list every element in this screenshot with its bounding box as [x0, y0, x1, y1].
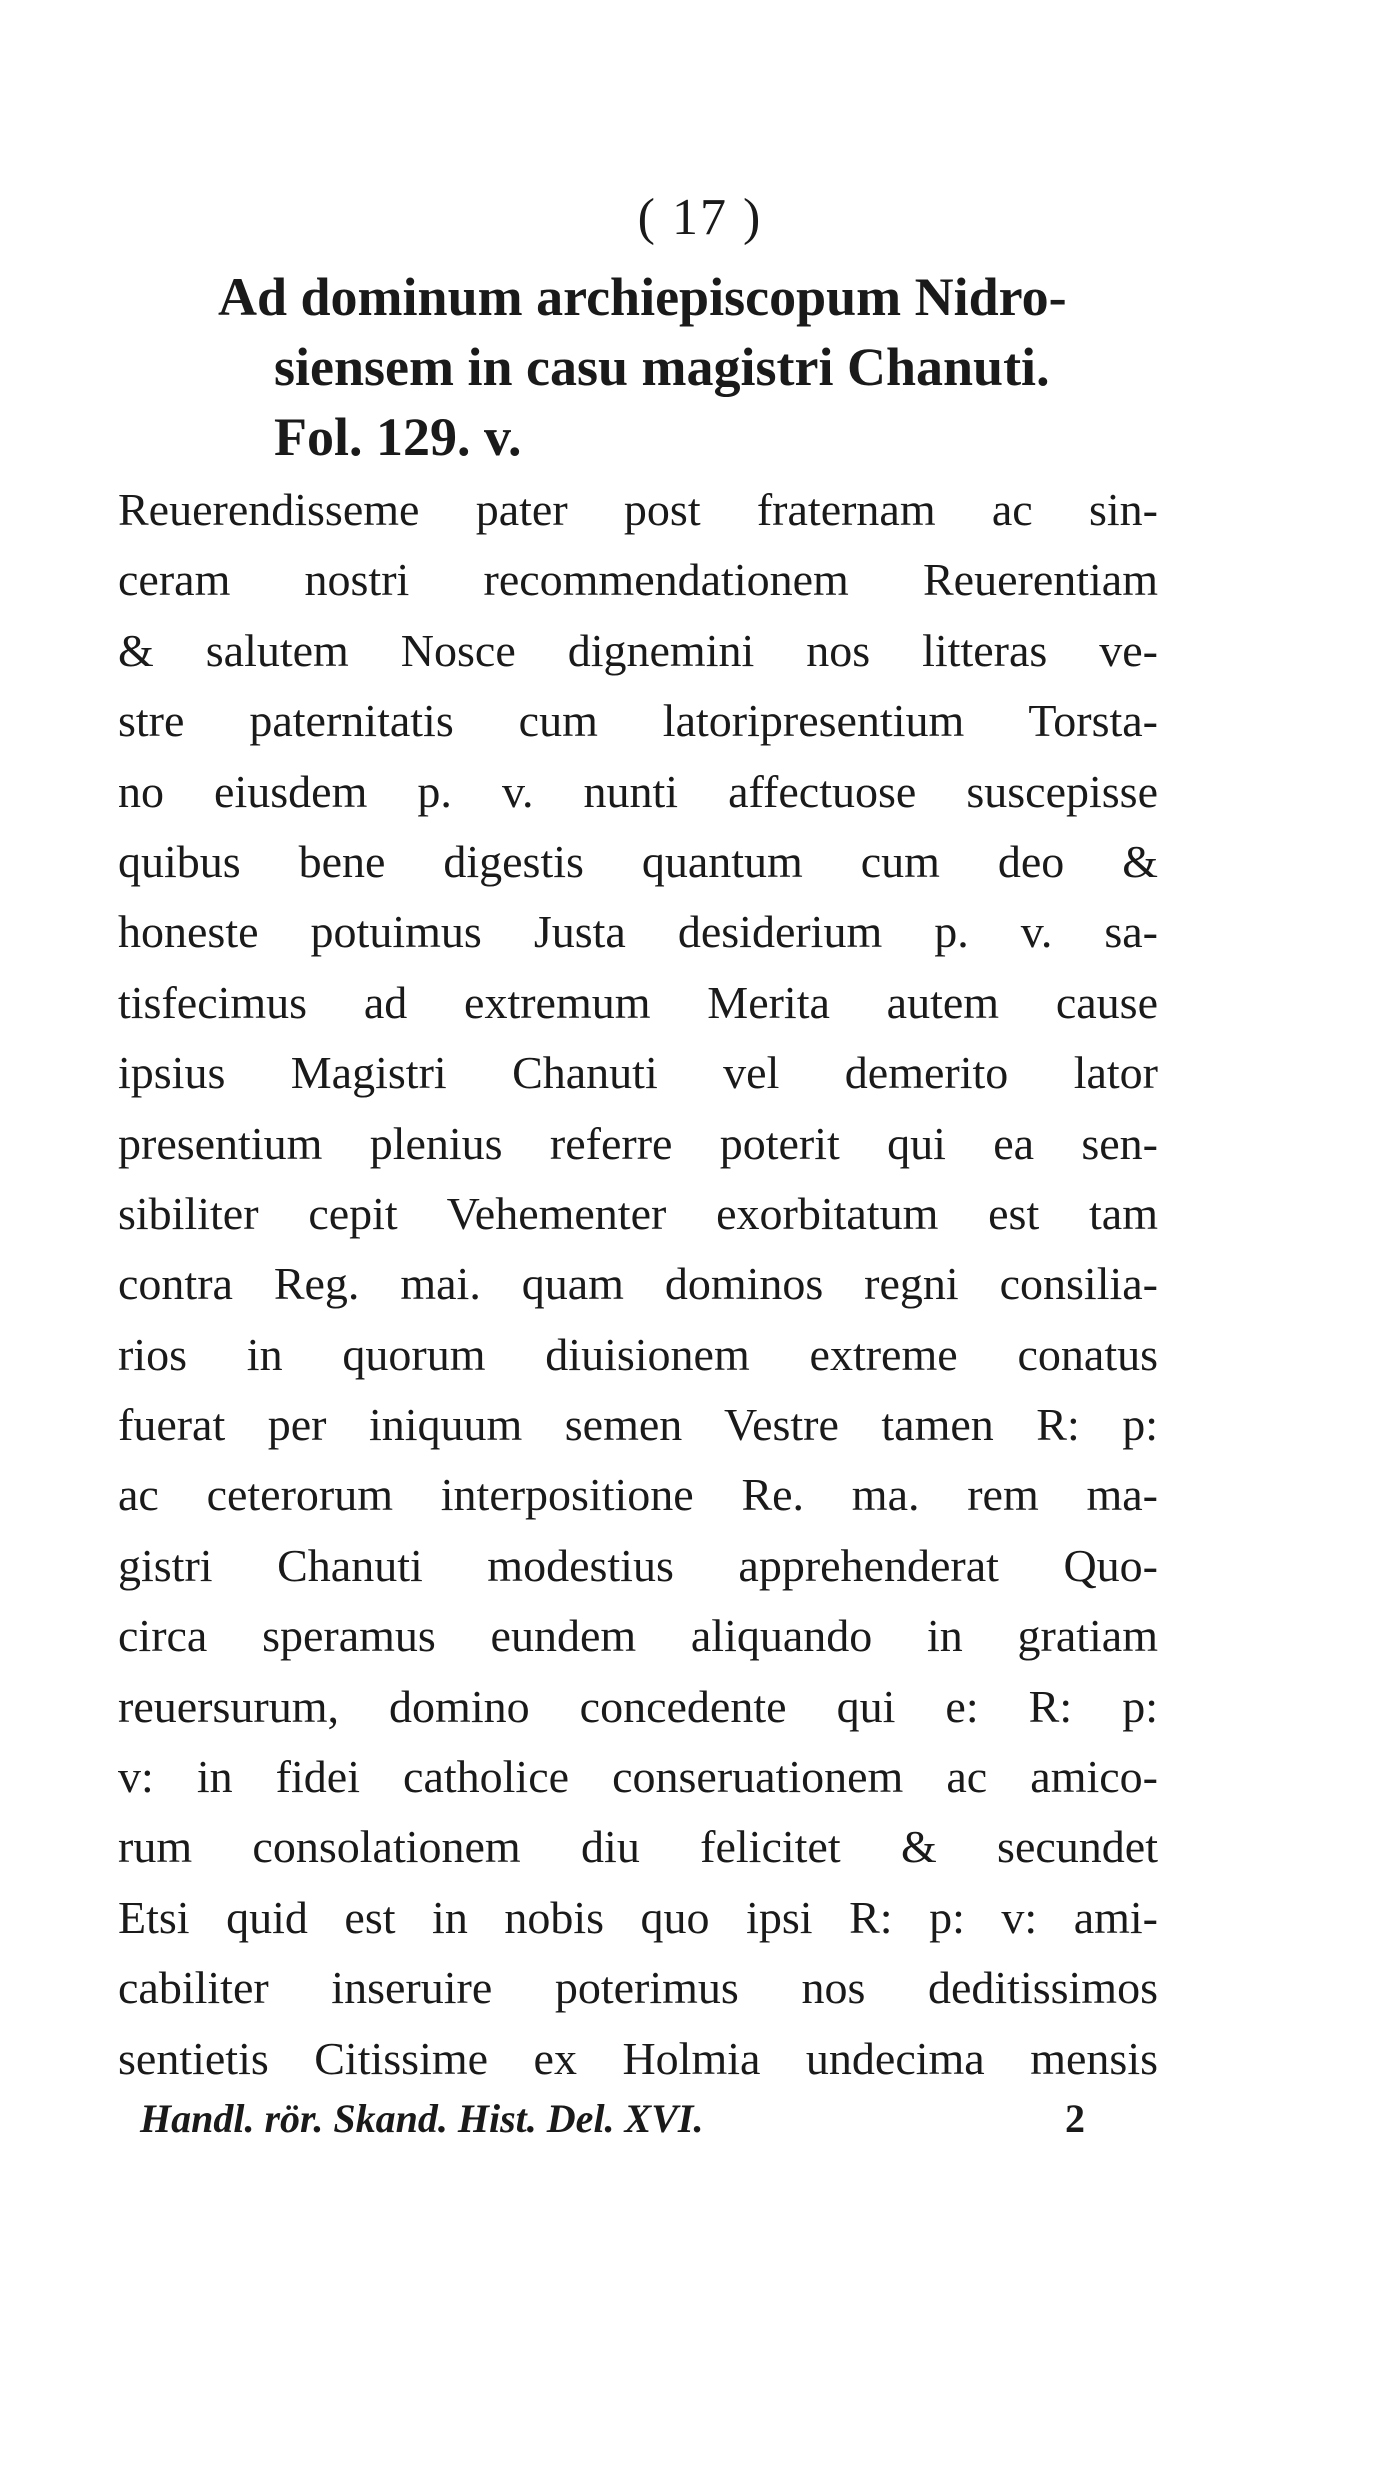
body-line: sentietis Citissime ex Holmia undecima mensis: [118, 2032, 1158, 2084]
body-line: ac ceterorum interpositione Re. ma. rem ma-: [118, 1469, 1158, 1521]
heading-line: Ad dominum archiepiscopum Nidro-: [218, 267, 1067, 327]
body-line: circa speramus eundem aliquando in gratiam: [118, 1610, 1158, 1662]
signature-mark: 2: [1065, 2096, 1085, 2141]
body-line: sibiliter cepit Vehementer exorbitatum est tam: [118, 1187, 1158, 1239]
body-line: rum consolationem diu felicitet & secundet: [118, 1821, 1158, 1873]
letter-body: [118, 475, 1158, 2094]
page-footer: [140, 2095, 1100, 2142]
body-line: v: in fidei catholice conseruationem ac amico-: [118, 1751, 1158, 1803]
body-line: quibus bene digestis quantum cum deo &: [118, 835, 1158, 887]
body-line: ipsius Magistri Chanuti vel demerito lator: [118, 1047, 1158, 1099]
body-line: ceram nostri recommendationem Reuerentiam: [118, 554, 1158, 606]
body-line: tisfecimus ad extremum Merita autem cause: [118, 976, 1158, 1028]
body-line: reuersurum, domino concedente qui e: R: p:: [118, 1680, 1158, 1732]
heading-line: siensem in casu magistri Chanuti.: [274, 337, 1050, 397]
body-line: stre paternitatis cum latoripresentium Torsta-: [118, 695, 1158, 747]
body-line: & salutem Nosce dignemini nos litteras ve-: [118, 624, 1158, 676]
running-title: Handl. rör. Skand. Hist. Del. XVI.: [140, 2096, 704, 2141]
body-line: Etsi quid est in nobis quo ipsi R: p: v: ami-: [118, 1891, 1158, 1943]
body-line: fuerat per iniquum semen Vestre tamen R: p:: [118, 1399, 1158, 1451]
body-line: presentium plenius referre poterit qui ea sen-: [118, 1117, 1158, 1169]
heading-line: Fol. 129. v.: [274, 407, 522, 467]
page-number: ( 17 ): [637, 189, 763, 246]
body-line: no eiusdem p. v. nunti affectuose suscepisse: [118, 765, 1158, 817]
body-line: contra Reg. mai. quam dominos regni consilia-: [118, 1258, 1158, 1310]
body-line: Reuerendisseme pater post fraternam ac sin-: [118, 484, 1158, 535]
body-line: gistri Chanuti modestius apprehenderat Quo-: [118, 1539, 1158, 1591]
letter-heading: [218, 262, 1178, 472]
body-line: cabiliter inseruire poterimus nos deditissimos: [118, 1962, 1158, 2014]
body-line: honeste potuimus Justa desiderium p. v. sa-: [118, 906, 1158, 958]
body-line: rios in quorum diuisionem extreme conatus: [118, 1328, 1158, 1380]
